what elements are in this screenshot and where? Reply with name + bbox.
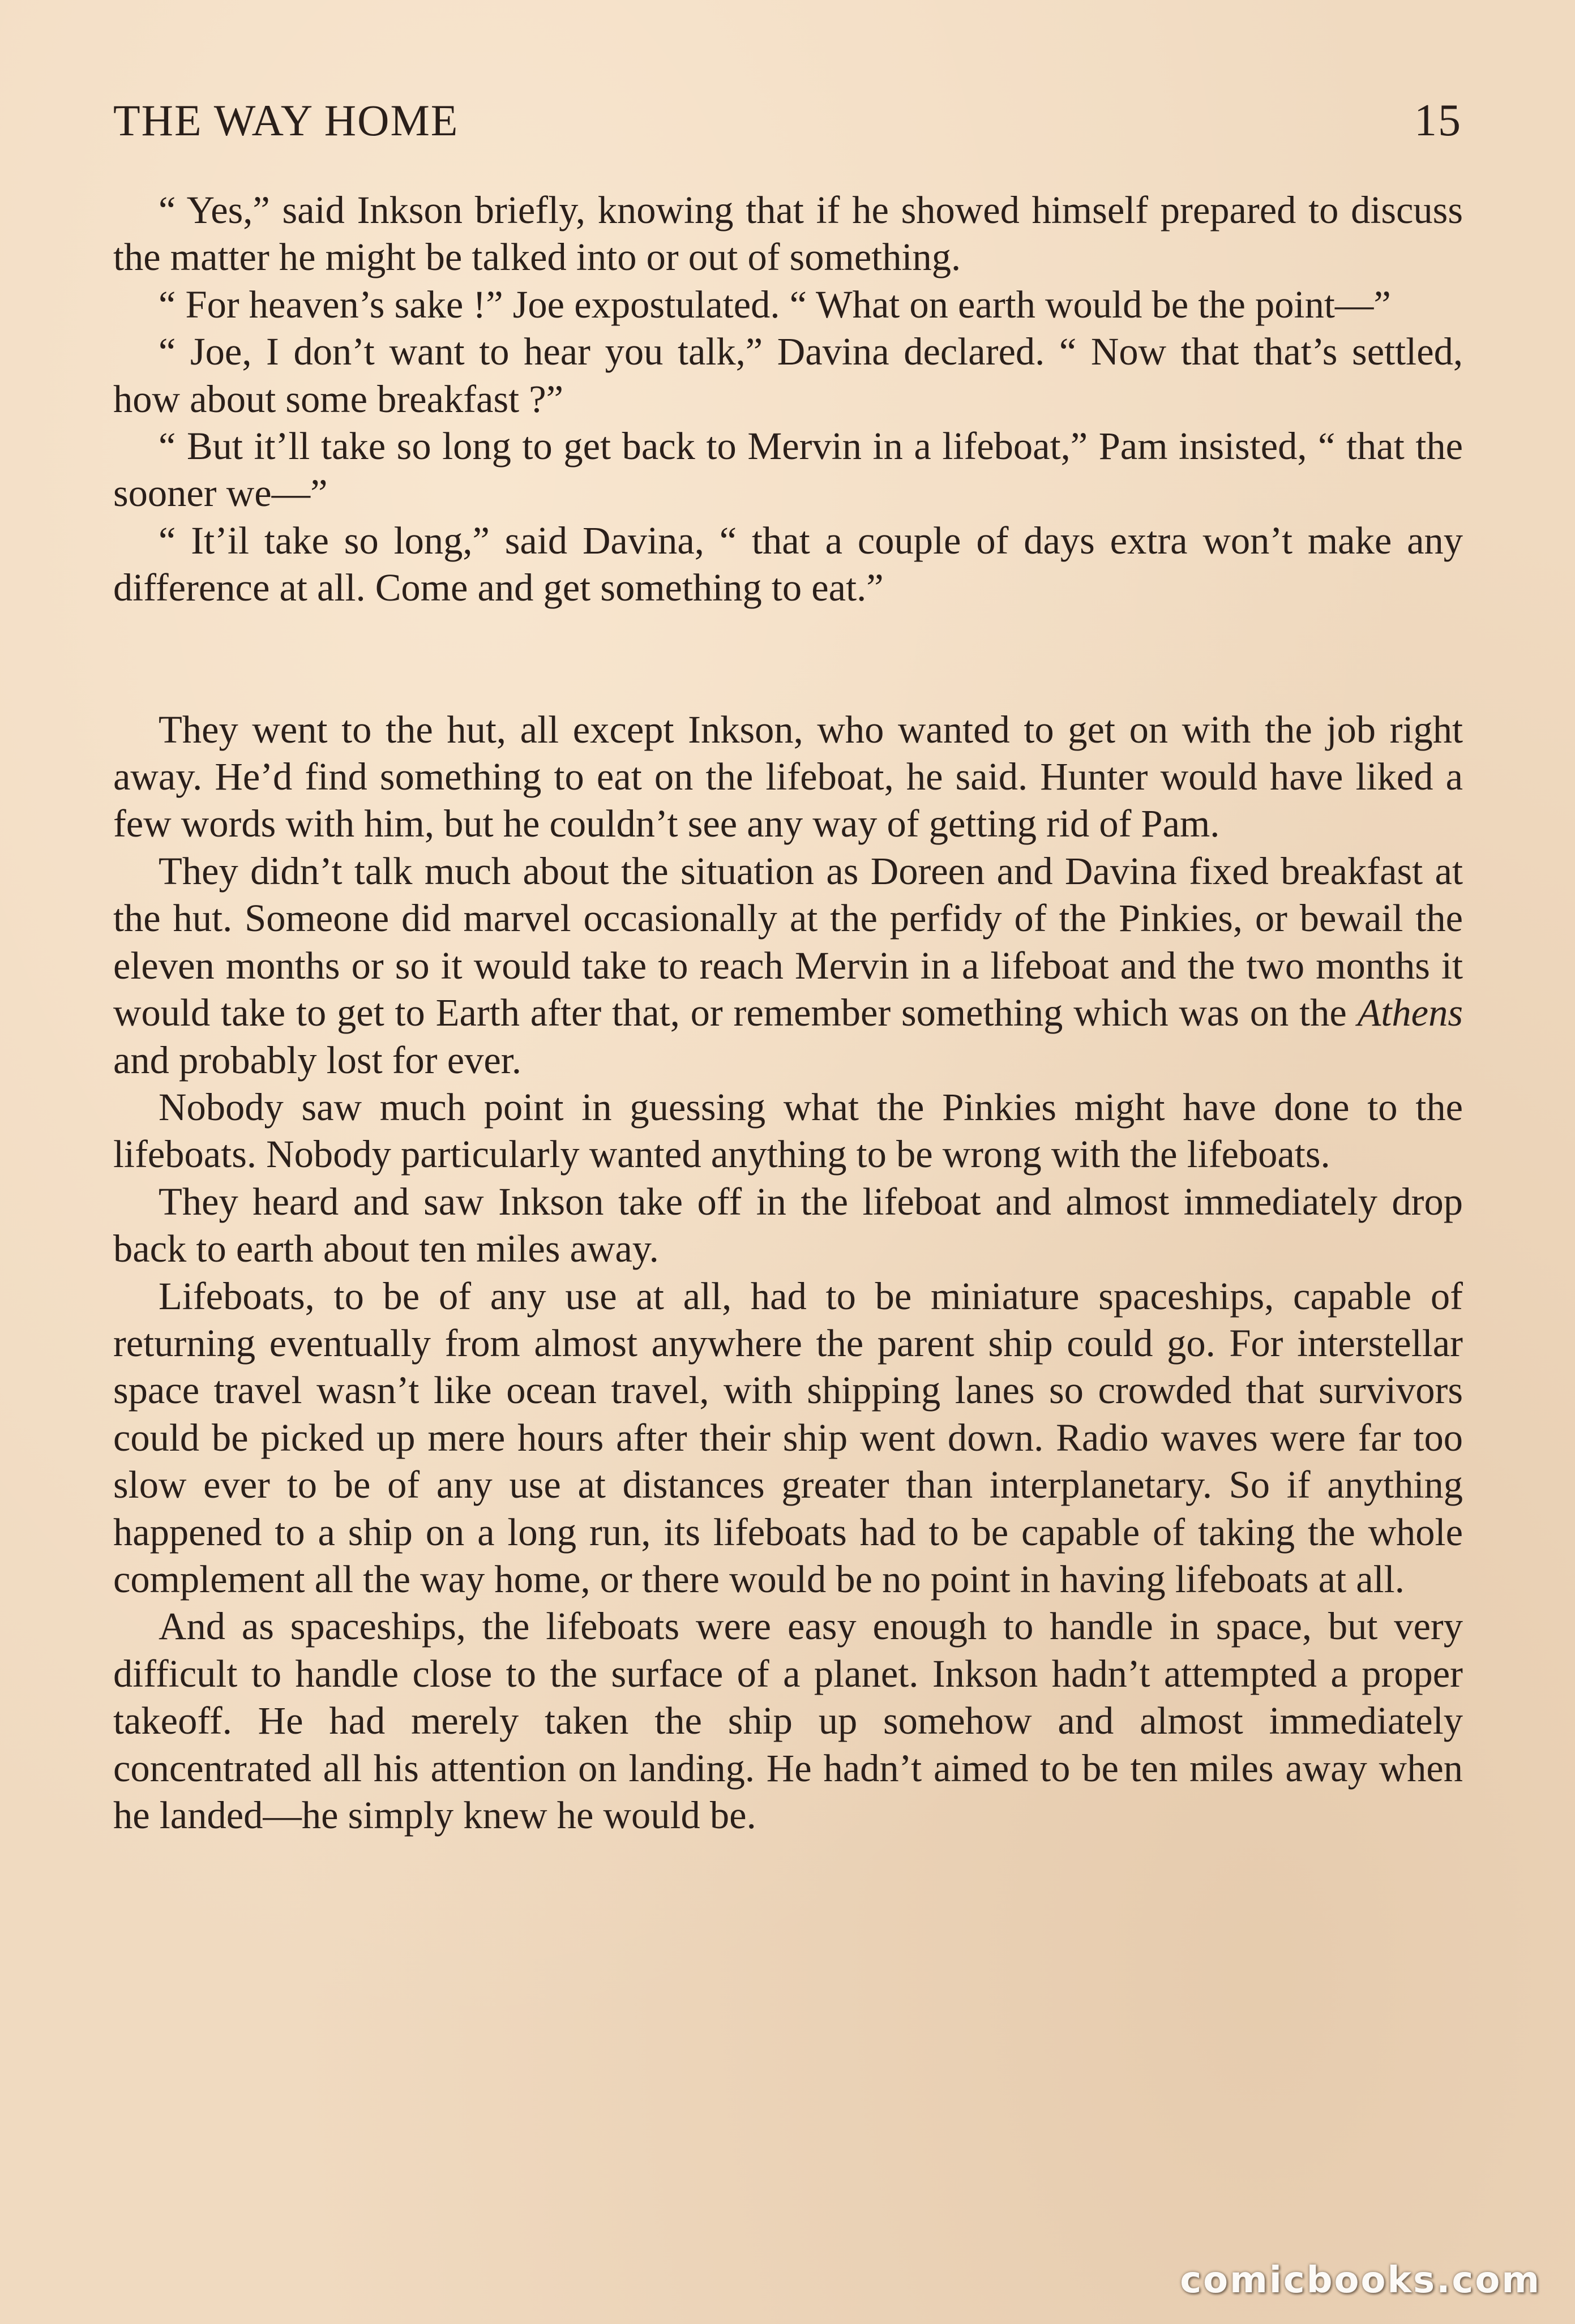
paragraph-6: They went to the hut, all except Inkson, who wanted to get on with the job right away. He’d find something to eat on the lifeboat, he said. Hunter would have liked a few words with him, but he couldn’t see any way of getting rid of Pam. bbox=[113, 708, 1463, 846]
paragraph-7-tail: and probably lost for ever. bbox=[113, 1038, 521, 1082]
ship-name-italic: Athens bbox=[1357, 991, 1463, 1035]
watermark-logo: comicbooks.com bbox=[1180, 2259, 1541, 2301]
paragraph-8: Nobody saw much point in guessing what the Pinkies might have done to the lifeboats. Nobody particularly wanted anything to be wrong with the lifeboats. bbox=[113, 1085, 1463, 1176]
page-header bbox=[113, 95, 1462, 152]
paragraph-11: And as spaceships, the lifeboats were easy enough to handle in space, but very difficult to handle close to the surface of a planet. Inkson hadn’t attempted a proper takeoff. He had merely taken the ship up somehow and almost immediately concentrated all his attention on landing. He hadn’t aimed to be ten miles away when he landed—he simply knew he would be. bbox=[113, 1605, 1463, 1837]
paragraph-1: “ Yes,” said Inkson briefly, knowing that if he showed himself prepared to discuss the matter he might be talked into or out of something. bbox=[113, 188, 1463, 279]
paragraph-10: Lifeboats, to be of any use at all, had to be miniature spaceships, capable of returning eventually from almost anywhere the parent ship could go. For interstellar space travel wasn’t like ocean travel, with shipping lanes so crowded that survivors could be picked up mere hours after their ship went down. Radio waves were far too slow ever to be of any use at distances greater than interplanetary. So if anything happened to a ship on a long run, its lifeboats had to be capable of taking the whole complement all the way home, or there would be no point in having lifeboats at all. bbox=[113, 1274, 1463, 1601]
page-number: 15 bbox=[1414, 96, 1462, 145]
paragraph-5: “ It’il take so long,” said Davina, “ that a couple of days extra won’t make any difference at all. Come and get something to eat.” bbox=[113, 518, 1463, 610]
paragraph-7-text: They didn’t talk much about the situation as Doreen and Davina fixed breakfast at the hut. Someone did marvel occasionally at the perfidy of the Pinkies, or bewail the eleven months or so it would take to reach Mervin in a lifeboat and the two months it would take to get to Earth after that, or remember something which was on the bbox=[113, 849, 1463, 1035]
running-title: THE WAY HOME bbox=[113, 96, 459, 145]
paragraph-2: “ For heaven’s sake !” Joe expostulated. “ What on earth would be the point—” bbox=[159, 282, 1391, 326]
paragraph-4: “ But it’ll take so long to get back to Mervin in a lifeboat,” Pam insisted, “ that the sooner we—” bbox=[113, 425, 1463, 515]
body-text bbox=[113, 187, 1463, 1839]
paragraph-9: They heard and saw Inkson take off in the lifeboat and almost immediately drop back to earth about ten miles away. bbox=[113, 1180, 1463, 1271]
paragraph-3: “ Joe, I don’t want to hear you talk,” Davina declared. “ Now that that’s settled, how about some breakfast ?” bbox=[113, 330, 1463, 421]
paragraph-7 bbox=[113, 848, 1463, 1084]
